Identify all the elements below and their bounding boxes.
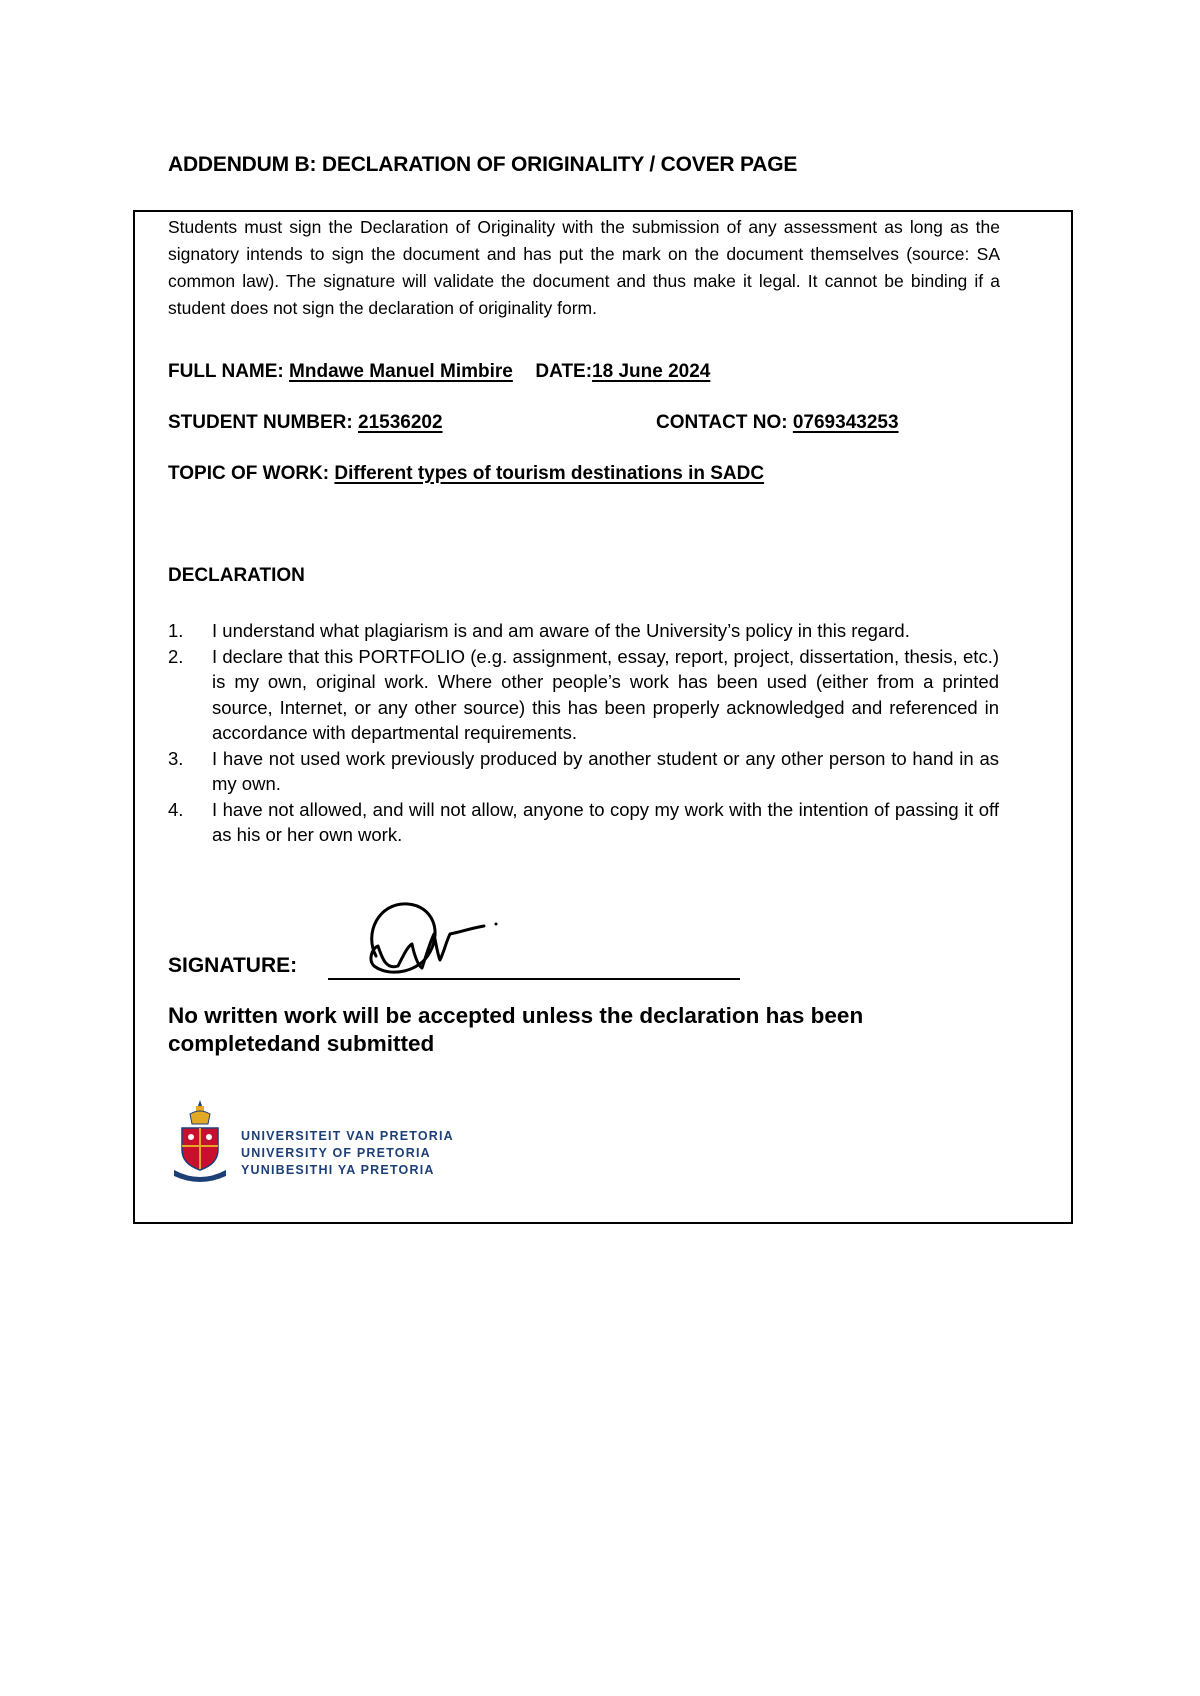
declaration-item-text: I understand what plagiarism is and am aware of the University’s policy in this regard. xyxy=(212,620,910,641)
declaration-title: DECLARATION xyxy=(168,565,305,586)
date-value: 18 June 2024 xyxy=(592,361,711,382)
university-name-line: UNIVERSITEIT VAN PRETORIA xyxy=(241,1129,454,1143)
contact-label: CONTACT NO: xyxy=(656,412,793,433)
student-number-label: STUDENT NUMBER: xyxy=(168,412,358,433)
full-name-value: Mndawe Manuel Mimbire xyxy=(289,361,513,382)
declaration-item xyxy=(168,797,1053,848)
student-number-value: 21536202 xyxy=(358,412,443,433)
declaration-item-number: 2. xyxy=(168,645,184,667)
signature-line xyxy=(328,978,740,980)
signature-label: SIGNATURE: xyxy=(168,954,298,977)
declaration-item-text: I have not allowed, and will not allow, anyone to copy my work with the intention of passing it off as his or her own work. xyxy=(212,798,999,845)
declaration-item xyxy=(168,746,1053,797)
intro-paragraph: Students must sign the Declaration of Originality with the submission of any assessment as long as the signatory intends to sign the document and has put the mark on the document themselves (source: SA common law). The signature will validate the document and thus make it legal. It cannot be binding if a student does not sign the declaration of originality form. xyxy=(168,217,1000,318)
submission-notice: No written work will be accepted unless the declaration has been completedand submitted xyxy=(168,1003,864,1056)
topic-label: TOPIC OF WORK: xyxy=(168,463,335,484)
university-name-line: UNIVERSITY OF PRETORIA xyxy=(241,1146,431,1160)
university-crest-icon xyxy=(172,1098,228,1184)
contact-row xyxy=(656,412,899,434)
topic-value: Different types of tourism destinations in SADC xyxy=(334,463,765,484)
handwritten-signature xyxy=(360,894,500,984)
topic-row xyxy=(168,463,764,485)
declaration-item-number: 4. xyxy=(168,798,184,820)
full-name-label: FULL NAME: xyxy=(168,361,290,382)
declaration-list xyxy=(168,618,1053,848)
contact-value: 0769343253 xyxy=(792,412,899,433)
full-name-row xyxy=(168,361,710,383)
page-heading: ADDENDUM B: DECLARATION OF ORIGINALITY / COVER PAGE xyxy=(168,153,798,176)
student-number-row xyxy=(168,412,443,434)
declaration-item-number: 3. xyxy=(168,747,184,769)
university-name-line: YUNIBESITHI YA PRETORIA xyxy=(241,1163,435,1177)
declaration-item-number: 1. xyxy=(168,620,184,641)
declaration-item xyxy=(168,644,1053,746)
date-label: DATE: xyxy=(535,361,593,382)
declaration-item-text: I have not used work previously produced by another student or any other person to hand in as my own. xyxy=(212,747,999,794)
declaration-item-text: I declare that this PORTFOLIO (e.g. assignment, essay, report, project, dissertation, thesis, etc.) is my own, original work. Where other people’s work has been used (either from a printed source, Internet, or any other source) this has been properly acknowledged and referenced in accordance with departmental requirements. xyxy=(212,645,999,743)
university-name xyxy=(241,1128,454,1179)
declaration-item xyxy=(168,618,1053,644)
